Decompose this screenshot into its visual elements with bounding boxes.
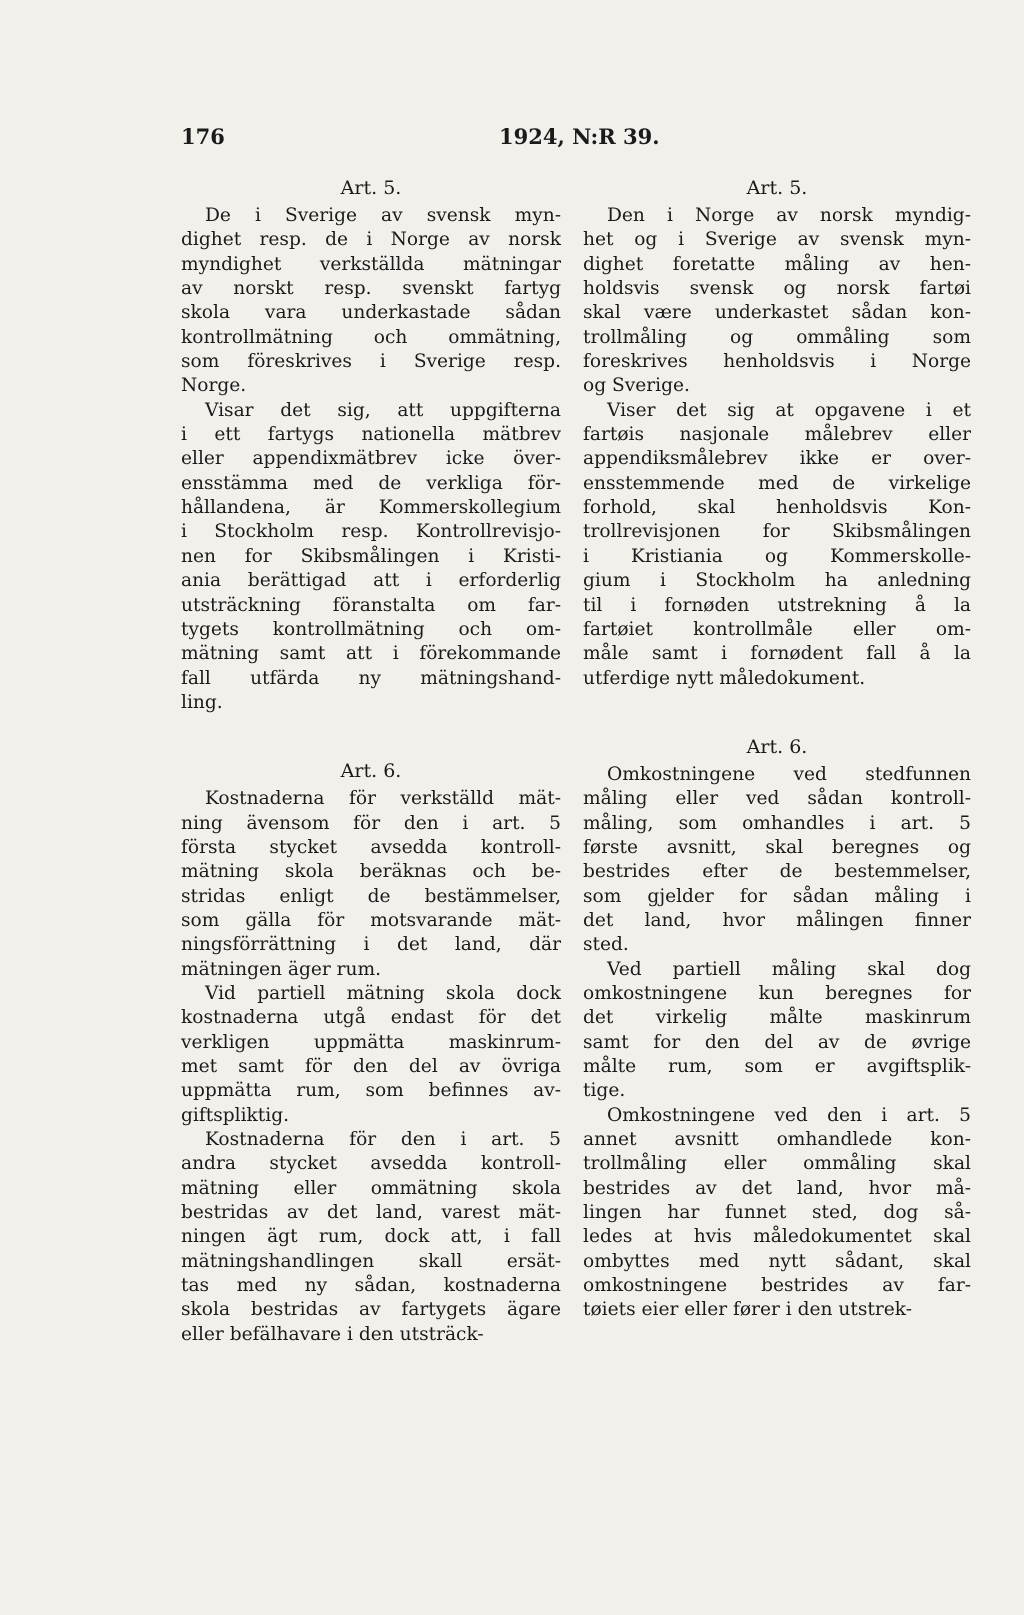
text-line: til i fornøden utstrekning å la (583, 594, 971, 616)
text-line: trollmåling og ommåling som (583, 326, 971, 348)
issue-label: 1924, N:R 39. (499, 124, 660, 149)
swedish-column (181, 172, 561, 1347)
text-line: mätningshandlingen skall ersät- (181, 1250, 561, 1272)
right-art5-heading: Art. 5. (746, 177, 808, 199)
text-line: Ved partiell måling skal dog (607, 958, 971, 980)
text-line: målte rum, som er avgiftsplik- (583, 1056, 971, 1077)
text-line: Visar det sig, att uppgifterna (205, 399, 561, 421)
text-line: og Sverige. (583, 375, 690, 397)
text-line: ensstemmende med de virkelige (583, 472, 971, 494)
text-line: De i Sverige av svensk myn- (205, 205, 561, 226)
text-line: Omkostningene ved den i art. 5 (607, 1104, 971, 1126)
text-line: trollrevisjonen for Skibsmålingen (583, 521, 971, 543)
text-line: som gälla för motsvarande mät- (181, 909, 561, 931)
text-line: uppmätta rum, som befinnes av- (181, 1080, 561, 1102)
text-line: tige. (583, 1080, 626, 1102)
text-line: myndighet verkställda mätningar (181, 253, 561, 275)
text-line: forhold, skal henholdsvis Kon- (583, 497, 971, 519)
text-line: som gjelder for sådan måling i (583, 885, 971, 907)
text-line: skal være underkastet sådan kon- (583, 302, 971, 324)
right-art6-heading: Art. 6. (746, 735, 808, 758)
text-line: av norskt resp. svenskt fartyg (181, 278, 561, 300)
text-line: måle samt i fornødent fall å la (583, 643, 971, 665)
text-line: Vid partiell mätning skola dock (205, 982, 561, 1004)
text-line: gium i Stockholm ha anledning (583, 570, 971, 592)
text-line: Kostnaderna för verkställd mät- (205, 788, 561, 810)
left-art6-body (181, 787, 561, 1347)
text-line: skola vara underkastade sådan (181, 302, 561, 324)
text-line: appendiksmålebrev ikke er over- (583, 448, 971, 470)
text-line: første avsnitt, skal beregnes og (583, 836, 971, 858)
text-line: måling, som omhandles i art. 5 (583, 812, 971, 834)
text-line: eller appendixmätbrev icke över- (181, 448, 561, 470)
text-line: utferdige nytt måledokument. (583, 667, 866, 689)
text-line: det virkelig målte maskinrum (583, 1007, 971, 1029)
text-line: bestrides efter de bestemmelser, (583, 861, 971, 883)
text-line: dighet foretatte måling av hen- (583, 253, 971, 275)
text-line: bestridas av det land, varest mät- (181, 1202, 561, 1224)
text-line: dighet resp. de i Norge av norsk (181, 229, 561, 251)
text-line: ania berättigad att i erforderlig (181, 570, 561, 592)
text-line: ombyttes med nytt sådant, skal (583, 1250, 971, 1272)
text-line: i Kristiania og Kommerskolle- (583, 545, 971, 567)
text-line: nen for Skibsmålingen i Kristi- (181, 545, 561, 567)
norwegian-column (583, 172, 971, 1323)
text-line: sted. (583, 934, 629, 956)
text-line: mätning samt att i förekommande (181, 643, 561, 665)
page-number: 176 (181, 124, 225, 149)
text-line: fartøiet kontrollmåle eller om- (583, 618, 971, 640)
text-line: fall utfärda ny mätningshand- (181, 667, 561, 689)
text-line: kostnaderna utgå endast för det (181, 1007, 561, 1029)
text-line: tas med ny sådan, kostnaderna (181, 1275, 561, 1297)
text-line: giftspliktig. (181, 1104, 290, 1126)
text-line: ningen ägt rum, dock att, i fall (181, 1226, 561, 1248)
text-line: annet avsnitt omhandlede kon- (583, 1129, 971, 1151)
text-line: det land, hvor målingen finner (583, 909, 971, 931)
text-line: omkostningene kun beregnes for (583, 982, 971, 1004)
text-line: tøiets eier eller fører i den utstrek- (583, 1299, 912, 1321)
text-line: Kostnaderna för den i art. 5 (205, 1129, 561, 1151)
text-line: tygets kontrollmätning och om- (181, 618, 561, 640)
text-line: ling. (181, 691, 223, 713)
text-line: mätningen äger rum. (181, 958, 382, 980)
right-art5-body (583, 204, 971, 691)
text-line: i ett fartygs nationella mätbrev (181, 424, 561, 446)
text-line: fartøis nasjonale målebrev eller (583, 424, 971, 446)
text-line: stridas enligt de bestämmelser, (181, 885, 561, 907)
text-line: skola bestridas av fartygets ägare (181, 1299, 561, 1321)
text-line: Omkostningene ved stedfunnen (607, 763, 971, 785)
text-line: utsträckning föranstalta om far- (181, 594, 561, 616)
left-art6-heading: Art. 6. (340, 760, 402, 783)
text-line: omkostningene bestrides av far- (583, 1275, 971, 1297)
text-line: ledes at hvis måledokumentet skal (583, 1226, 971, 1248)
text-line: met samt för den del av övriga (181, 1056, 561, 1077)
text-line: bestrides av det land, hvor må- (583, 1177, 971, 1199)
text-line: måling eller ved sådan kontroll- (583, 788, 971, 810)
text-line: ensstämma med de verkliga för- (181, 472, 561, 494)
text-line: samt for den del av de øvrige (583, 1031, 971, 1053)
text-line: lingen har funnet sted, dog så- (583, 1202, 971, 1224)
text-line: som föreskrives i Sverige resp. (181, 351, 561, 373)
text-line: ning ävensom för den i art. 5 (181, 812, 561, 834)
text-line: i Stockholm resp. Kontrollrevisjo- (181, 521, 561, 543)
text-line: Viser det sig at opgavene i et (607, 399, 971, 421)
left-art5-heading: Art. 5. (340, 177, 402, 199)
text-line: holdsvis svensk og norsk fartøi (583, 278, 971, 300)
text-line: första stycket avsedda kontroll- (181, 836, 561, 858)
left-art5-body (181, 204, 561, 715)
right-art6-body (583, 763, 971, 1323)
text-line: het og i Sverige av svensk myn- (583, 229, 971, 251)
text-line: trollmåling eller ommåling skal (583, 1153, 971, 1175)
text-line: foreskrives henholdsvis i Norge (583, 351, 971, 373)
text-line: kontrollmätning och ommätning, (181, 326, 561, 348)
text-line: eller befälhavare i den utsträck- (181, 1323, 484, 1345)
text-line: Norge. (181, 375, 247, 397)
text-line: hållandena, är Kommerskollegium (181, 497, 561, 519)
running-head (181, 124, 971, 164)
text-line: mätning eller ommätning skola (181, 1177, 561, 1199)
text-line: Den i Norge av norsk myndig- (607, 205, 971, 226)
text-line: andra stycket avsedda kontroll- (181, 1153, 561, 1175)
text-line: ningsförrättning i det land, där (181, 934, 561, 956)
text-line: mätning skola beräknas och be- (181, 861, 561, 883)
text-line: verkligen uppmätta maskinrum- (181, 1031, 561, 1053)
